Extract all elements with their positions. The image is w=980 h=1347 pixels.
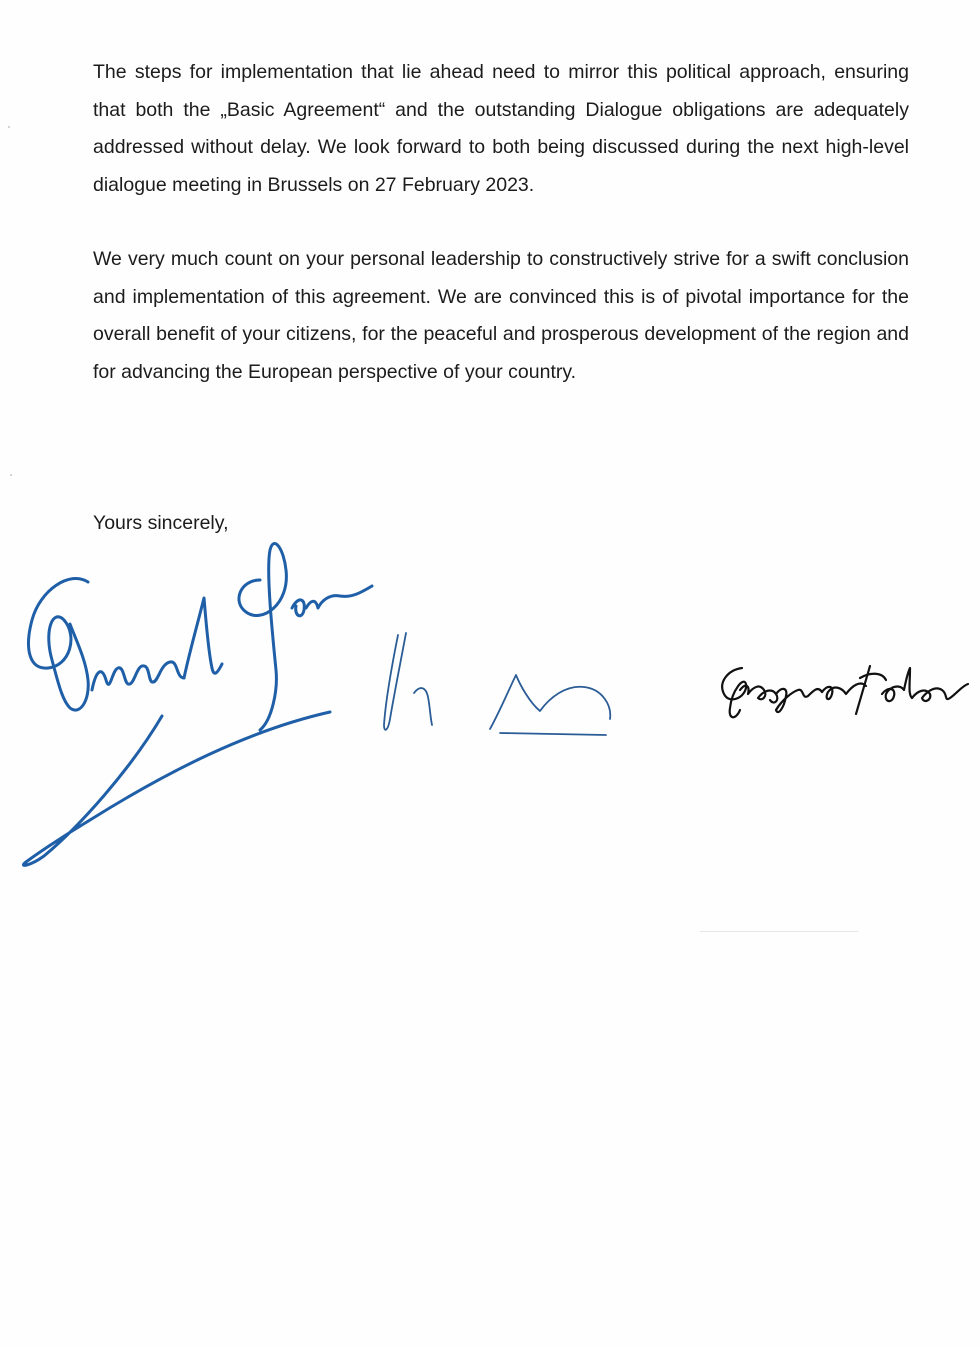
scan-speck [8,126,10,128]
body-paragraph-2: We very much count on your personal leadership to constructively strive for a swift conclusion and implementation of this agreement. We are convinced this is of pivotal importance for the overall benefit of your citizens, for the peaceful and prosperous development of the region and for advancing the European perspective of your country. [93,248,909,383]
scan-speck [10,474,12,476]
handwritten-signature-2 [370,615,630,745]
handwritten-signature-1 [0,520,400,880]
handwritten-signature-3 [710,650,980,730]
body-paragraph-1: The steps for implementation that lie ahead need to mirror this political approach, ensuring that both the „Basic Agreement“ and the outstanding Dialogue obligations are adequately addressed without delay. We look forward to both being discussed during the next high-level dialogue meeting in Brussels on 27 February 2023. [93,61,909,196]
closing-salutation: Yours sincerely, [93,512,229,534]
faint-line [700,931,858,932]
